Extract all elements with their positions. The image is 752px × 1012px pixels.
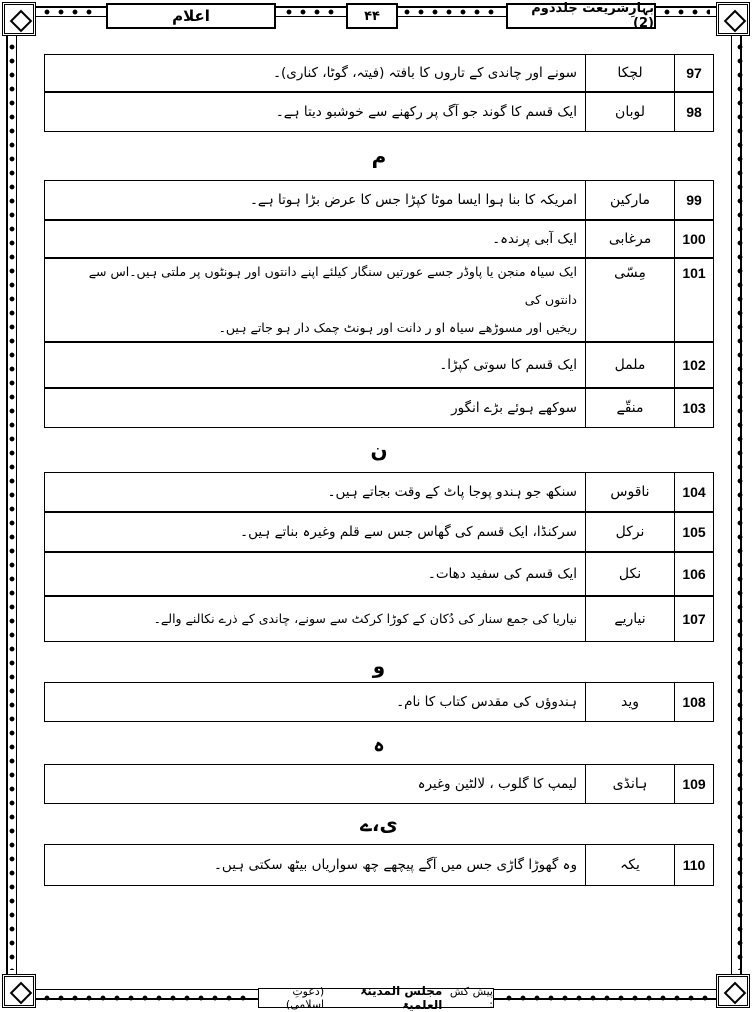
entry-term: نکل xyxy=(585,553,674,595)
entry-row xyxy=(44,844,714,886)
entry-definition: نیاریا کی جمع سنار کی دُکان کے کوڑا کرکٹ سے سونے، چاندی کے ذرے نکالنے والے۔ xyxy=(153,611,577,626)
entry-number: 98 xyxy=(674,93,713,131)
entry-definition-line: ریخیں اور مسوڑھے سیاہ او ر دانت اور ہونٹ چمک دار ہو جاتے ہیں۔ xyxy=(218,320,577,335)
entry-row xyxy=(44,180,714,220)
entry-term: ململ xyxy=(585,343,674,387)
entry-term: مارکین xyxy=(585,181,674,219)
entry-definition: ایک آبی پرندہ۔ xyxy=(492,231,577,247)
page-number: ۴۴ xyxy=(346,3,398,29)
letter-heading: ی،ے xyxy=(360,812,398,836)
entry-number: 107 xyxy=(674,597,713,641)
letter-heading: ہ xyxy=(373,732,385,756)
entry-term: مرغابی xyxy=(585,221,674,257)
entry-term: مِسّی xyxy=(585,259,674,341)
entry-term: ناقوس xyxy=(585,473,674,511)
entry-number: 101 xyxy=(674,259,713,341)
entry-definition: امریکہ کا بنا ہوا ایسا موٹا کپڑا جس کا عرض بڑا ہوتا ہے۔ xyxy=(250,192,577,208)
entry-definition: لیمپ کا گلوب ، لالٹین وغیرہ xyxy=(417,776,577,792)
corner-ornament-top-right xyxy=(716,2,750,36)
letter-heading: ن xyxy=(370,438,388,462)
section-title: اعلام xyxy=(106,3,276,29)
entry-number: 106 xyxy=(674,553,713,595)
entry-number: 99 xyxy=(674,181,713,219)
entry-term: نرکل xyxy=(585,513,674,551)
book-title: بہارِشریعت جلددوم (2) xyxy=(506,3,656,29)
entry-row xyxy=(44,342,714,388)
entry-definition: ایک قسم کا سوتی کپڑا۔ xyxy=(439,357,577,373)
entry-row xyxy=(44,596,714,642)
entry-number: 103 xyxy=(674,389,713,427)
letter-heading: م xyxy=(371,144,387,168)
entry-term: وید xyxy=(585,683,674,721)
entry-definition xyxy=(45,259,585,341)
entry-row xyxy=(44,220,714,258)
letter-heading: و xyxy=(372,654,386,678)
entry-term: لوبان xyxy=(585,93,674,131)
entry-number: 102 xyxy=(674,343,713,387)
border-dots-bottom-left xyxy=(40,994,250,1002)
entry-number: 104 xyxy=(674,473,713,511)
entry-term: منقّے xyxy=(585,389,674,427)
border-dots-top-mid xyxy=(282,8,342,16)
entry-number: 109 xyxy=(674,765,713,803)
entry-term: یکہ xyxy=(585,845,674,885)
entry-term: لچکا xyxy=(585,55,674,91)
entry-number: 100 xyxy=(674,221,713,257)
border-dots-bottom-right xyxy=(502,994,712,1002)
entry-row xyxy=(44,258,714,342)
entry-definition: ایک قسم کا گوند جو آگ پر رکھنے سے خوشبو دیتا ہے۔ xyxy=(275,104,577,120)
entry-number: 105 xyxy=(674,513,713,551)
footer-organization: مجلس المدینۃ العلمیۃ xyxy=(360,984,443,1012)
entry-definition: سوکھے ہوئے بڑے انگور xyxy=(451,400,577,416)
entry-definition: ایک قسم کی سفید دھات۔ xyxy=(427,566,577,582)
footer-suffix: (دعوتِ اسلامی) xyxy=(285,985,325,1011)
entry-definition: سرکنڈا، ایک قسم کی گھاس جس سے قلم وغیرہ بناتے ہیں۔ xyxy=(240,524,577,540)
entry-number: 110 xyxy=(674,845,713,885)
entry-row xyxy=(44,388,714,428)
border-dots-top-mid2 xyxy=(400,8,500,16)
entry-row xyxy=(44,472,714,512)
entry-row xyxy=(44,552,714,596)
entry-definition: سونے اور چاندی کے تاروں کا بافتہ (فیتہ، گوٹا، کناری)۔ xyxy=(273,65,577,81)
border-dots-top-right xyxy=(660,8,710,16)
entry-row xyxy=(44,682,714,722)
entry-definition: وہ گھوڑا گاڑی جس میں آگے پیچھے چھ سواریاں بیٹھ سکتی ہیں۔ xyxy=(214,857,577,873)
entry-row xyxy=(44,512,714,552)
entry-term: نیاریے xyxy=(585,597,674,641)
publisher-footer xyxy=(258,984,494,1012)
entry-number: 108 xyxy=(674,683,713,721)
corner-ornament-bottom-right xyxy=(716,974,750,1008)
entry-term: ہانڈی xyxy=(585,765,674,803)
border-dots-left xyxy=(8,40,16,970)
border-dots-right xyxy=(736,40,744,970)
corner-ornament-bottom-left xyxy=(2,974,36,1008)
entry-definition: ہندوؤں کی مقدس کتاب کا نام۔ xyxy=(396,694,577,710)
entry-definition: سنکھ جو ہندو پوجا پاٹ کے وقت بجاتے ہیں۔ xyxy=(327,484,577,500)
entry-number: 97 xyxy=(674,55,713,91)
border-dots-top-left xyxy=(40,8,100,16)
footer-prefix: پیش کش : xyxy=(449,985,493,1011)
entry-row xyxy=(44,54,714,92)
entry-row xyxy=(44,764,714,804)
corner-ornament-top-left xyxy=(2,2,36,36)
entry-row xyxy=(44,92,714,132)
entry-definition-line: ایک سیاہ منجن یا پاوڈر جسے عورتیں سنگار کیلئے اپنے دانتوں اور ہونٹوں پر ملتی ہیں۔اس سے دانتوں کی xyxy=(88,264,577,307)
